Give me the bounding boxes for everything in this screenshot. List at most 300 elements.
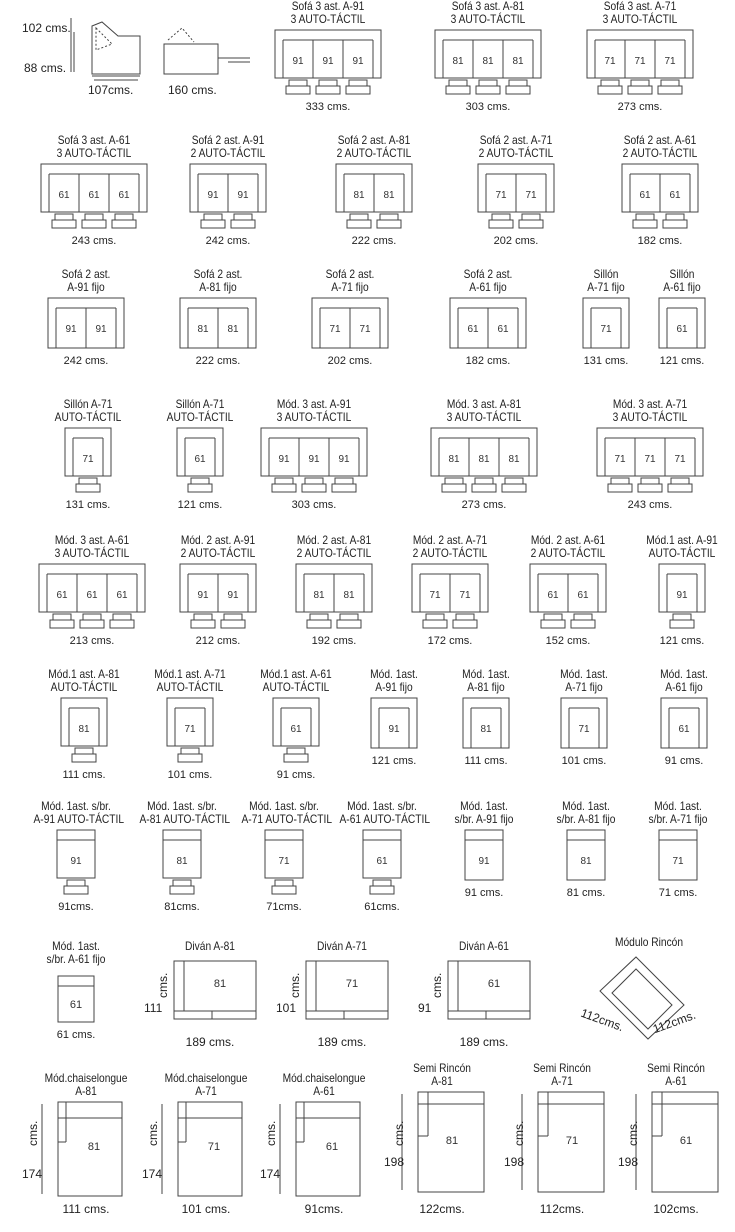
seat-width-label: 91 [227, 590, 239, 601]
semi-depth: 198 [384, 1155, 405, 1169]
footrest-mechanism [631, 80, 649, 86]
unit-label: cms. [45, 21, 71, 35]
model-drawing [168, 560, 268, 630]
footrest-pad [272, 484, 296, 492]
seat-width-label: 71 [82, 454, 94, 465]
footrest-mechanism [475, 478, 493, 484]
model-3-2 [168, 268, 268, 367]
seat-width-label: 61 [194, 454, 206, 465]
module-title: Mód. 1ast. s/br. A-61 fijo [46, 939, 106, 966]
frame-outline [659, 564, 705, 612]
seat-width-label: 71 [644, 454, 656, 465]
frame-outline [431, 428, 537, 476]
frame-outline [41, 164, 147, 212]
footrest-pad [316, 86, 340, 94]
model-size: 192 cms. [311, 635, 357, 647]
model-title: Sofá 3 ast. A-71 3 AUTO-TÁCTIL [602, 0, 678, 26]
footrest-mechanism [204, 214, 222, 220]
model-drawing [332, 826, 432, 896]
model-4-1 [38, 398, 138, 511]
model-title: Mód. 2 ast. A-81 2 AUTO-TÁCTIL [296, 533, 372, 560]
seat-width-label: 81 [197, 324, 209, 335]
height-front-value: 88 [24, 61, 38, 75]
model-7-3 [234, 800, 334, 913]
footrest-pad [668, 484, 692, 492]
model-size: 273 cms. [461, 499, 507, 511]
frame-outline [65, 428, 111, 476]
seat-width-label: 61 [58, 190, 70, 201]
footrest-mechanism [310, 614, 328, 620]
semi-title: Semi Rincón A-61 [647, 1061, 705, 1088]
semi-depth: 198 [618, 1155, 639, 1169]
footrest-pad [489, 220, 513, 228]
unit-label: cms. [596, 1012, 626, 1035]
seat-width-label: 71 [634, 56, 646, 67]
model-title: Sofá 2 ast. A-71 2 AUTO-TÁCTIL [478, 133, 554, 160]
model-drawing [34, 694, 134, 764]
unit-label: cms. [430, 972, 444, 998]
seat-width-label: 71 [459, 590, 471, 601]
model-2-3 [324, 134, 424, 247]
model-size: 222 cms. [351, 235, 397, 247]
footrest-mechanism [173, 880, 191, 886]
frame-outline [177, 428, 223, 476]
divan-3 [418, 939, 544, 1049]
footrest-mechanism [611, 478, 629, 484]
footrest-mechanism [75, 748, 93, 754]
footrest-pad [442, 484, 466, 492]
footrest-pad [332, 484, 356, 492]
footrest-mechanism [289, 80, 307, 86]
model-1-2 [430, 0, 546, 113]
module-nobr-61-fixed [16, 940, 136, 1041]
model-1-1 [270, 0, 386, 113]
footrest-mechanism [349, 80, 367, 86]
model-1-3 [582, 0, 698, 113]
model-drawing [234, 826, 334, 896]
footrest-pad [541, 620, 565, 628]
seat-width-label: 81 [213, 978, 227, 990]
model-size: 91 cms. [276, 769, 316, 781]
footrest-pad [663, 220, 687, 228]
semi-title: Semi Rincón A-81 [413, 1061, 471, 1088]
chaiselongue-3 [260, 1071, 382, 1216]
seat-width-label: 71 [672, 856, 684, 867]
footrest-mechanism [350, 214, 368, 220]
frame-outline [371, 698, 417, 748]
model-title: Sofá 3 ast. A-81 3 AUTO-TÁCTIL [450, 0, 526, 26]
seat-width-label: 61 [86, 590, 98, 601]
model-drawing [150, 424, 250, 494]
seat-width-label: 71 [578, 724, 590, 735]
model-title: Sofá 2 ast. A-81 2 AUTO-TÁCTIL [336, 133, 412, 160]
seat-width-label: 71 [359, 324, 371, 335]
model-drawing [36, 160, 152, 230]
unit-label: cms. [673, 1202, 699, 1216]
model-7-7 [628, 800, 728, 899]
model-drawing [536, 826, 636, 882]
footrest-mechanism [671, 478, 689, 484]
chaise-drawing [148, 1098, 264, 1198]
unit-label: cms. [156, 972, 170, 998]
model-2-5 [610, 134, 710, 247]
model-title: Mód.1 ast. A-71 AUTO-TÁCTIL [154, 667, 226, 694]
seat-width-label: 91 [676, 590, 688, 601]
seat-width-label: 81 [452, 56, 464, 67]
model-drawing [632, 294, 732, 350]
footrest-mechanism [641, 478, 659, 484]
model-size: 242 cms. [63, 355, 109, 367]
chaise-depth: 174 [142, 1167, 163, 1181]
chaise-title: Mód.chaiselongue A-61 [282, 1071, 366, 1098]
divan-width: 189 cms. [459, 1035, 509, 1049]
seat-width-label: 61 [577, 590, 589, 601]
corner-title: Módulo Rincón [614, 935, 684, 949]
height-back-value: 102 [22, 21, 43, 35]
model-6-3 [246, 668, 346, 781]
model-title: Sillón A-71 AUTO-TÁCTIL [54, 397, 122, 424]
footrest-pad [221, 620, 245, 628]
footrest-pad [64, 886, 88, 894]
frame-outline [273, 698, 319, 746]
footrest-pad [598, 86, 622, 94]
corner-right-value: 112 [650, 1016, 674, 1037]
footrest-mechanism [673, 614, 691, 620]
model-size: 71 cms. [658, 887, 698, 899]
model-size: 111 cms. [62, 769, 106, 781]
seat-width-label: 61 [118, 190, 130, 201]
model-drawing [284, 560, 384, 630]
footrest-mechanism [449, 80, 467, 86]
model-title: Mód. 3 ast. A-71 3 AUTO-TÁCTIL [612, 397, 688, 424]
seat-width-label: 81 [480, 724, 492, 735]
model-drawing [34, 560, 150, 630]
footrest-pad [170, 886, 194, 894]
chaise-title: Mód.chaiselongue A-71 [164, 1071, 248, 1098]
model-drawing [256, 424, 372, 494]
unit-label: cms. [191, 83, 217, 97]
model-size: 61cms. [364, 901, 400, 913]
footrest-pad [110, 620, 134, 628]
chaise-width: 111 cms. [62, 1202, 110, 1216]
divan-depth: 111 [144, 1001, 163, 1015]
unit-label: cms. [26, 1120, 40, 1146]
semi-width: 112 [539, 1202, 559, 1216]
model-5-1 [34, 534, 150, 647]
footrest-mechanism [275, 880, 293, 886]
chaise-depth: 174 [260, 1167, 281, 1181]
model-title: Mód. 2 ast. A-91 2 AUTO-TÁCTIL [180, 533, 256, 560]
model-drawing [132, 826, 232, 896]
footrest-pad [191, 620, 215, 628]
semi-corner-1 [384, 1061, 496, 1216]
model-5-3 [284, 534, 384, 647]
model-title: Sofá 2 ast. A-91 fijo [61, 267, 111, 294]
seat-width-label: 61 [547, 590, 559, 601]
chaise-drawing [266, 1098, 382, 1198]
frame-outline [587, 30, 693, 78]
model-7-2 [132, 800, 232, 913]
model-size: 131 cms. [65, 499, 111, 511]
frame-outline [163, 830, 201, 878]
model-size: 91 cms. [664, 755, 704, 767]
footrest-pad [472, 484, 496, 492]
model-5-4 [400, 534, 500, 647]
model-drawing [324, 160, 424, 230]
model-7-5 [434, 800, 534, 899]
footrest-pad [476, 86, 500, 94]
seat-width-label: 71 [525, 190, 537, 201]
seat-width-label: 91 [352, 56, 364, 67]
footrest-mechanism [426, 614, 444, 620]
seat-width-label: 71 [345, 978, 359, 990]
footrest-pad [377, 220, 401, 228]
footrest-mechanism [505, 478, 523, 484]
footrest-mechanism [445, 478, 463, 484]
model-size: 212 cms. [195, 635, 241, 647]
model-title: Mód. 2 ast. A-71 2 AUTO-TÁCTIL [412, 533, 488, 560]
footrest-pad [286, 86, 310, 94]
chaise-drawing [28, 1098, 144, 1198]
model-drawing [300, 294, 400, 350]
footrest-mechanism [181, 748, 199, 754]
seat-width-label: 81 [478, 454, 490, 465]
seat-width-label: 91 [207, 190, 219, 201]
frame-outline [167, 698, 213, 746]
divan-title: Diván A-81 [185, 939, 235, 953]
seat-width-label: 61 [88, 190, 100, 201]
seat-width-label: 91 [95, 324, 107, 335]
model-size: 303 cms. [291, 499, 337, 511]
seat-width-label: 81 [508, 454, 520, 465]
model-title: Mód.1 ast. A-91 AUTO-TÁCTIL [646, 533, 718, 560]
model-drawing [26, 826, 126, 896]
footrest-pad [80, 620, 104, 628]
seat-width-label: 91 [292, 56, 304, 67]
seat-width-label: 81 [512, 56, 524, 67]
footrest-pad [52, 220, 76, 228]
footrest-mechanism [636, 214, 654, 220]
corner-left-value: 112 [578, 1005, 602, 1026]
footrest-mechanism [191, 478, 209, 484]
model-drawing [344, 694, 444, 750]
footrest-mechanism [544, 614, 562, 620]
seat-width-label: 81 [482, 56, 494, 67]
model-6-7 [634, 668, 734, 767]
unit-label: cms. [668, 1007, 698, 1030]
footrest-pad [423, 620, 447, 628]
model-size: 202 cms. [327, 355, 373, 367]
semi-depth: 198 [504, 1155, 525, 1169]
model-drawing [168, 294, 268, 350]
model-size: 152 cms. [545, 635, 591, 647]
seat-width-label: 61 [467, 324, 479, 335]
module-size: 61 cms. [56, 1029, 96, 1041]
seat-width-label: 71 [429, 590, 441, 601]
seat-width-label: 61 [116, 590, 128, 601]
semi-title: Semi Rincón A-71 [533, 1061, 591, 1088]
frame-outline [583, 298, 629, 348]
divan-width: 189 cms. [317, 1035, 367, 1049]
unit-label: cms. [392, 1120, 406, 1146]
model-title: Mód. 1ast. s/br. A-91 AUTO-TÁCTIL [33, 799, 125, 826]
semi-width: 122 [419, 1202, 440, 1216]
seat-width-label: 91 [322, 56, 334, 67]
model-6-4 [344, 668, 444, 767]
model-drawing [466, 160, 566, 230]
footrest-pad [284, 754, 308, 762]
seat-width-label: 61 [676, 324, 688, 335]
model-drawing [592, 424, 708, 494]
model-title: Sofá 2 ast. A-61 fijo [463, 267, 513, 294]
model-drawing [534, 694, 634, 750]
model-size: 182 cms. [465, 355, 511, 367]
model-size: 121 cms. [371, 755, 417, 767]
model-size: 71cms. [266, 901, 302, 913]
footrest-mechanism [601, 80, 619, 86]
model-size: 242 cms. [205, 235, 251, 247]
model-drawing [628, 826, 728, 882]
seat-width-label: 61 [679, 1135, 693, 1147]
footrest-mechanism [287, 748, 305, 754]
unit-label: cms. [626, 1120, 640, 1146]
model-title: Mód. 3 ast. A-91 3 AUTO-TÁCTIL [276, 397, 352, 424]
footrest-mechanism [194, 614, 212, 620]
frame-outline [363, 830, 401, 878]
model-drawing [518, 560, 618, 630]
model-3-3 [300, 268, 400, 367]
footrest-mechanism [55, 214, 73, 220]
seat-width-label: 61 [290, 724, 302, 735]
footrest-mechanism [305, 478, 323, 484]
seat-width-label: 81 [227, 324, 239, 335]
model-size: 303 cms. [465, 101, 511, 113]
frame-outline [659, 830, 697, 880]
model-title: Mód. 3 ast. A-61 3 AUTO-TÁCTIL [54, 533, 130, 560]
model-title: Mód. 3 ast. A-81 3 AUTO-TÁCTIL [446, 397, 522, 424]
footrest-mechanism [661, 80, 679, 86]
unit-label: cms. [439, 1202, 465, 1216]
seat-width-label: 81 [383, 190, 395, 201]
seat-width-label: 61 [325, 1141, 339, 1153]
footrest-pad [519, 220, 543, 228]
model-size: 131 cms. [583, 355, 629, 367]
divan-2 [276, 939, 402, 1049]
model-drawing [430, 26, 546, 96]
seat-width-label: 61 [56, 590, 68, 601]
model-title: Mód. 1ast. s/br. A-81 AUTO-TÁCTIL [139, 799, 231, 826]
model-5-6 [632, 534, 732, 647]
model-title: Mód. 1ast. s/br. A-71 AUTO-TÁCTIL [241, 799, 333, 826]
model-title: Sofá 2 ast. A-71 fijo [325, 267, 375, 294]
model-2-1 [36, 134, 152, 247]
recliner-profile-diagram [22, 14, 262, 100]
footrest-pad [188, 484, 212, 492]
model-2-2 [178, 134, 278, 247]
footrest-mechanism [67, 880, 85, 886]
footrest-mechanism [275, 478, 293, 484]
seat-width-label: 91 [65, 324, 77, 335]
footrest-mechanism [340, 614, 358, 620]
model-4-4 [426, 398, 542, 511]
seat-width-label: 71 [184, 724, 196, 735]
seat-width-label: 71 [674, 454, 686, 465]
corner-module [574, 936, 724, 1048]
footrest-mechanism [522, 214, 540, 220]
footrest-pad [608, 484, 632, 492]
model-size: 121 cms. [177, 499, 223, 511]
divan-depth: 101 [276, 1001, 297, 1015]
model-title: Mód. 1ast. s/br. A-81 fijo [556, 799, 616, 826]
model-title: Sillón A-61 fijo [663, 267, 701, 294]
footrest-mechanism [224, 614, 242, 620]
footrest-pad [446, 86, 470, 94]
footrest-mechanism [319, 80, 337, 86]
footrest-mechanism [79, 478, 97, 484]
model-4-3 [256, 398, 372, 511]
model-size: 111 cms. [464, 755, 508, 767]
seat-width-label: 81 [313, 590, 325, 601]
frame-outline [57, 830, 95, 878]
seat-width-label: 71 [495, 190, 507, 201]
divan-depth: 91 [418, 1001, 432, 1015]
unit-label: cms. [558, 1202, 585, 1216]
frame-outline [275, 30, 381, 78]
model-4-5 [592, 398, 708, 511]
semi-corner-3 [618, 1061, 730, 1216]
divan-1 [144, 939, 270, 1049]
footrest-mechanism [113, 614, 131, 620]
footrest-mechanism [380, 214, 398, 220]
seat-width-label: 91 [338, 454, 350, 465]
footrest-pad [302, 484, 326, 492]
model-drawing [140, 694, 240, 764]
footrest-mechanism [509, 80, 527, 86]
model-title: Sofá 3 ast. A-91 3 AUTO-TÁCTIL [290, 0, 366, 26]
model-size: 222 cms. [195, 355, 241, 367]
footrest-pad [453, 620, 477, 628]
footrest-pad [370, 886, 394, 894]
footrest-pad [628, 86, 652, 94]
footrest-pad [307, 620, 331, 628]
footrest-mechanism [479, 80, 497, 86]
frame-outline [465, 830, 503, 880]
seat-width-label: 81 [353, 190, 365, 201]
seat-width-label: 91 [308, 454, 320, 465]
seat-width-label: 71 [207, 1141, 221, 1153]
chaise-depth: 174 [22, 1167, 43, 1181]
footrest-pad [571, 620, 595, 628]
footrest-pad [506, 86, 530, 94]
footrest-pad [670, 620, 694, 628]
model-drawing [246, 694, 346, 764]
model-size: 121 cms. [659, 355, 705, 367]
model-7-6 [536, 800, 636, 899]
seat-width-label: 61 [669, 190, 681, 201]
model-3-1 [36, 268, 136, 367]
model-drawing [632, 560, 732, 630]
divan-title: Diván A-71 [317, 939, 367, 953]
footrest-mechanism [456, 614, 474, 620]
model-size: 172 cms. [427, 635, 473, 647]
chaiselongue-2 [142, 1071, 264, 1216]
footrest-pad [658, 86, 682, 94]
frame-outline [463, 698, 509, 748]
model-size: 101 cms. [167, 769, 213, 781]
chaise-title: Mód.chaiselongue A-81 [44, 1071, 128, 1098]
seat-width-label: 81 [448, 454, 460, 465]
frame-outline [61, 698, 107, 746]
